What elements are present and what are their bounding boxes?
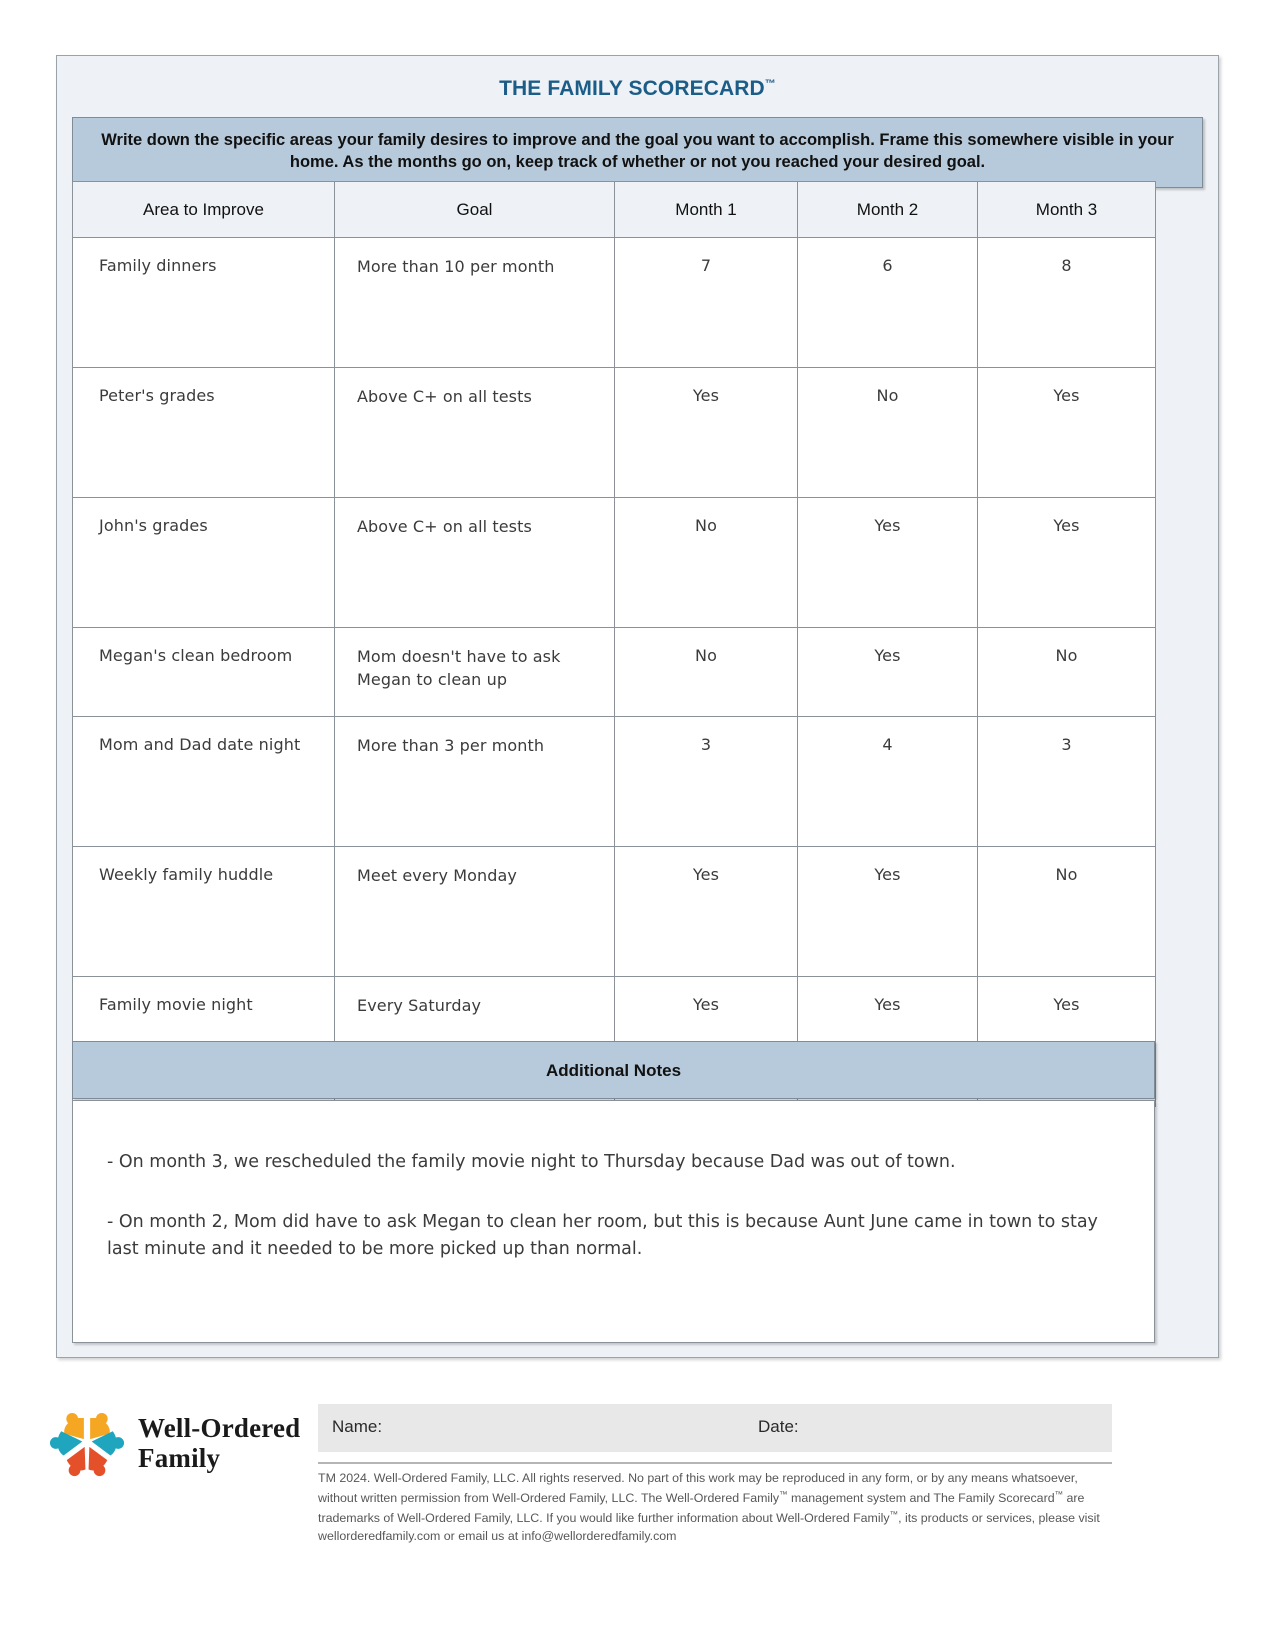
legal-text-part2: management system and The Family Scorecard (787, 1491, 1055, 1506)
cell-month1[interactable]: 7 (615, 238, 798, 368)
legal-tm-1: ™ (779, 1488, 788, 1499)
cell-month3[interactable]: Yes (978, 368, 1156, 498)
additional-notes-header: Additional Notes (72, 1041, 1155, 1099)
table-row (73, 498, 1156, 628)
footer-divider (318, 1462, 1112, 1464)
legal-text-part1: TM 2024. Well-Ordered Family, LLC. All rights reserved. No part of this work may be reproduced in any form, or by any means whatsoever, without written permission from Well-Ordered Family, LLC. The Well-Ordered Family (318, 1471, 1078, 1506)
cell-month3[interactable]: 8 (978, 238, 1156, 368)
cell-month1[interactable]: 3 (615, 717, 798, 847)
table-header-row (73, 182, 1156, 238)
cell-goal[interactable]: Above C+ on all tests (335, 498, 615, 628)
column-header-month2: Month 2 (798, 182, 978, 238)
cell-area[interactable]: Weekly family huddle (73, 847, 335, 977)
cell-month3[interactable]: No (978, 628, 1156, 717)
cell-month2[interactable]: 6 (798, 238, 978, 368)
cell-goal[interactable]: Above C+ on all tests (335, 368, 615, 498)
page-title (57, 77, 1218, 101)
cell-month2[interactable]: 4 (798, 717, 978, 847)
page-footer (0, 1380, 1275, 1580)
cell-month1[interactable]: Yes (615, 977, 798, 1107)
cell-goal[interactable]: Mom doesn't have to ask Megan to clean up (335, 628, 615, 717)
brand-name-line2: Family (138, 1443, 221, 1473)
table-row (73, 628, 1156, 717)
brand-name (138, 1413, 300, 1473)
note-line: - On month 2, Mom did have to ask Megan to clean her room, but this is because Aunt June came in town to stay last minute and it needed to be more picked up than normal. (107, 1212, 1098, 1260)
instruction-banner: Write down the specific areas your family desires to improve and the goal you want to accomplish. Frame this somewhere visible in your home. As the months go on, keep track of whether or not you reached your desired goal. (72, 117, 1203, 188)
legal-tm-3: ™ (889, 1509, 899, 1520)
brand-name-line1: Well-Ordered (138, 1412, 301, 1443)
additional-notes-body[interactable] (72, 1100, 1155, 1343)
cell-month3[interactable]: Yes (978, 498, 1156, 628)
cell-month1[interactable]: Yes (615, 847, 798, 977)
cell-area[interactable]: Family dinners (73, 238, 335, 368)
cell-goal[interactable]: Every Saturday (335, 977, 615, 1107)
cell-goal[interactable]: More than 10 per month (335, 238, 615, 368)
note-line: - On month 3, we rescheduled the family movie night to Thursday because Dad was out of town. (107, 1152, 956, 1172)
table-row (73, 847, 1156, 977)
date-label: Date: (758, 1417, 799, 1436)
legal-tm-2: ™ (1054, 1488, 1064, 1499)
column-header-month3: Month 3 (978, 182, 1156, 238)
cell-month2[interactable]: Yes (798, 498, 978, 628)
table-body (73, 238, 1156, 1107)
cell-month3[interactable]: 3 (978, 717, 1156, 847)
cell-goal[interactable]: More than 3 per month (335, 717, 615, 847)
cell-month1[interactable]: No (615, 628, 798, 717)
cell-month2[interactable]: Yes (798, 847, 978, 977)
cell-area[interactable]: Peter's grades (73, 368, 335, 498)
table-header (73, 182, 1156, 238)
column-header-goal: Goal (335, 182, 615, 238)
name-date-bar (318, 1404, 1112, 1452)
trademark-symbol: ™ (764, 78, 776, 90)
table-row (73, 368, 1156, 498)
cell-month1[interactable]: Yes (615, 368, 798, 498)
scorecard-table (72, 181, 1156, 1107)
legal-text-part4: , its products or services, please visit wellorderedfamily.com or email us at info@wellorderedfamily.com (318, 1511, 1100, 1544)
table-row (73, 717, 1156, 847)
cell-area[interactable]: Family movie night (73, 977, 335, 1107)
column-header-area: Area to Improve (73, 182, 335, 238)
cell-month3[interactable]: No (978, 847, 1156, 977)
brand-logo (48, 1404, 300, 1482)
well-ordered-family-logo-icon (48, 1404, 126, 1482)
table-row (73, 238, 1156, 368)
cell-area[interactable]: John's grades (73, 498, 335, 628)
cell-month2[interactable]: No (798, 368, 978, 498)
cell-month1[interactable]: No (615, 498, 798, 628)
legal-notice (318, 1470, 1118, 1546)
scorecard-page-card (56, 55, 1219, 1358)
name-label: Name: (332, 1417, 383, 1436)
cell-goal[interactable]: Meet every Monday (335, 847, 615, 977)
cell-month2[interactable]: Yes (798, 628, 978, 717)
column-header-month1: Month 1 (615, 182, 798, 238)
page-title-text: THE FAMILY SCORECARD (499, 77, 765, 100)
cell-area[interactable]: Megan's clean bedroom (73, 628, 335, 717)
cell-month3[interactable]: Yes (978, 977, 1156, 1107)
legal-text-part3: are trademarks of Well-Ordered Family, LLC. If you would like further information about Well-Ordered Family (318, 1491, 1085, 1526)
cell-month2[interactable]: Yes (798, 977, 978, 1107)
cell-area[interactable]: Mom and Dad date night (73, 717, 335, 847)
